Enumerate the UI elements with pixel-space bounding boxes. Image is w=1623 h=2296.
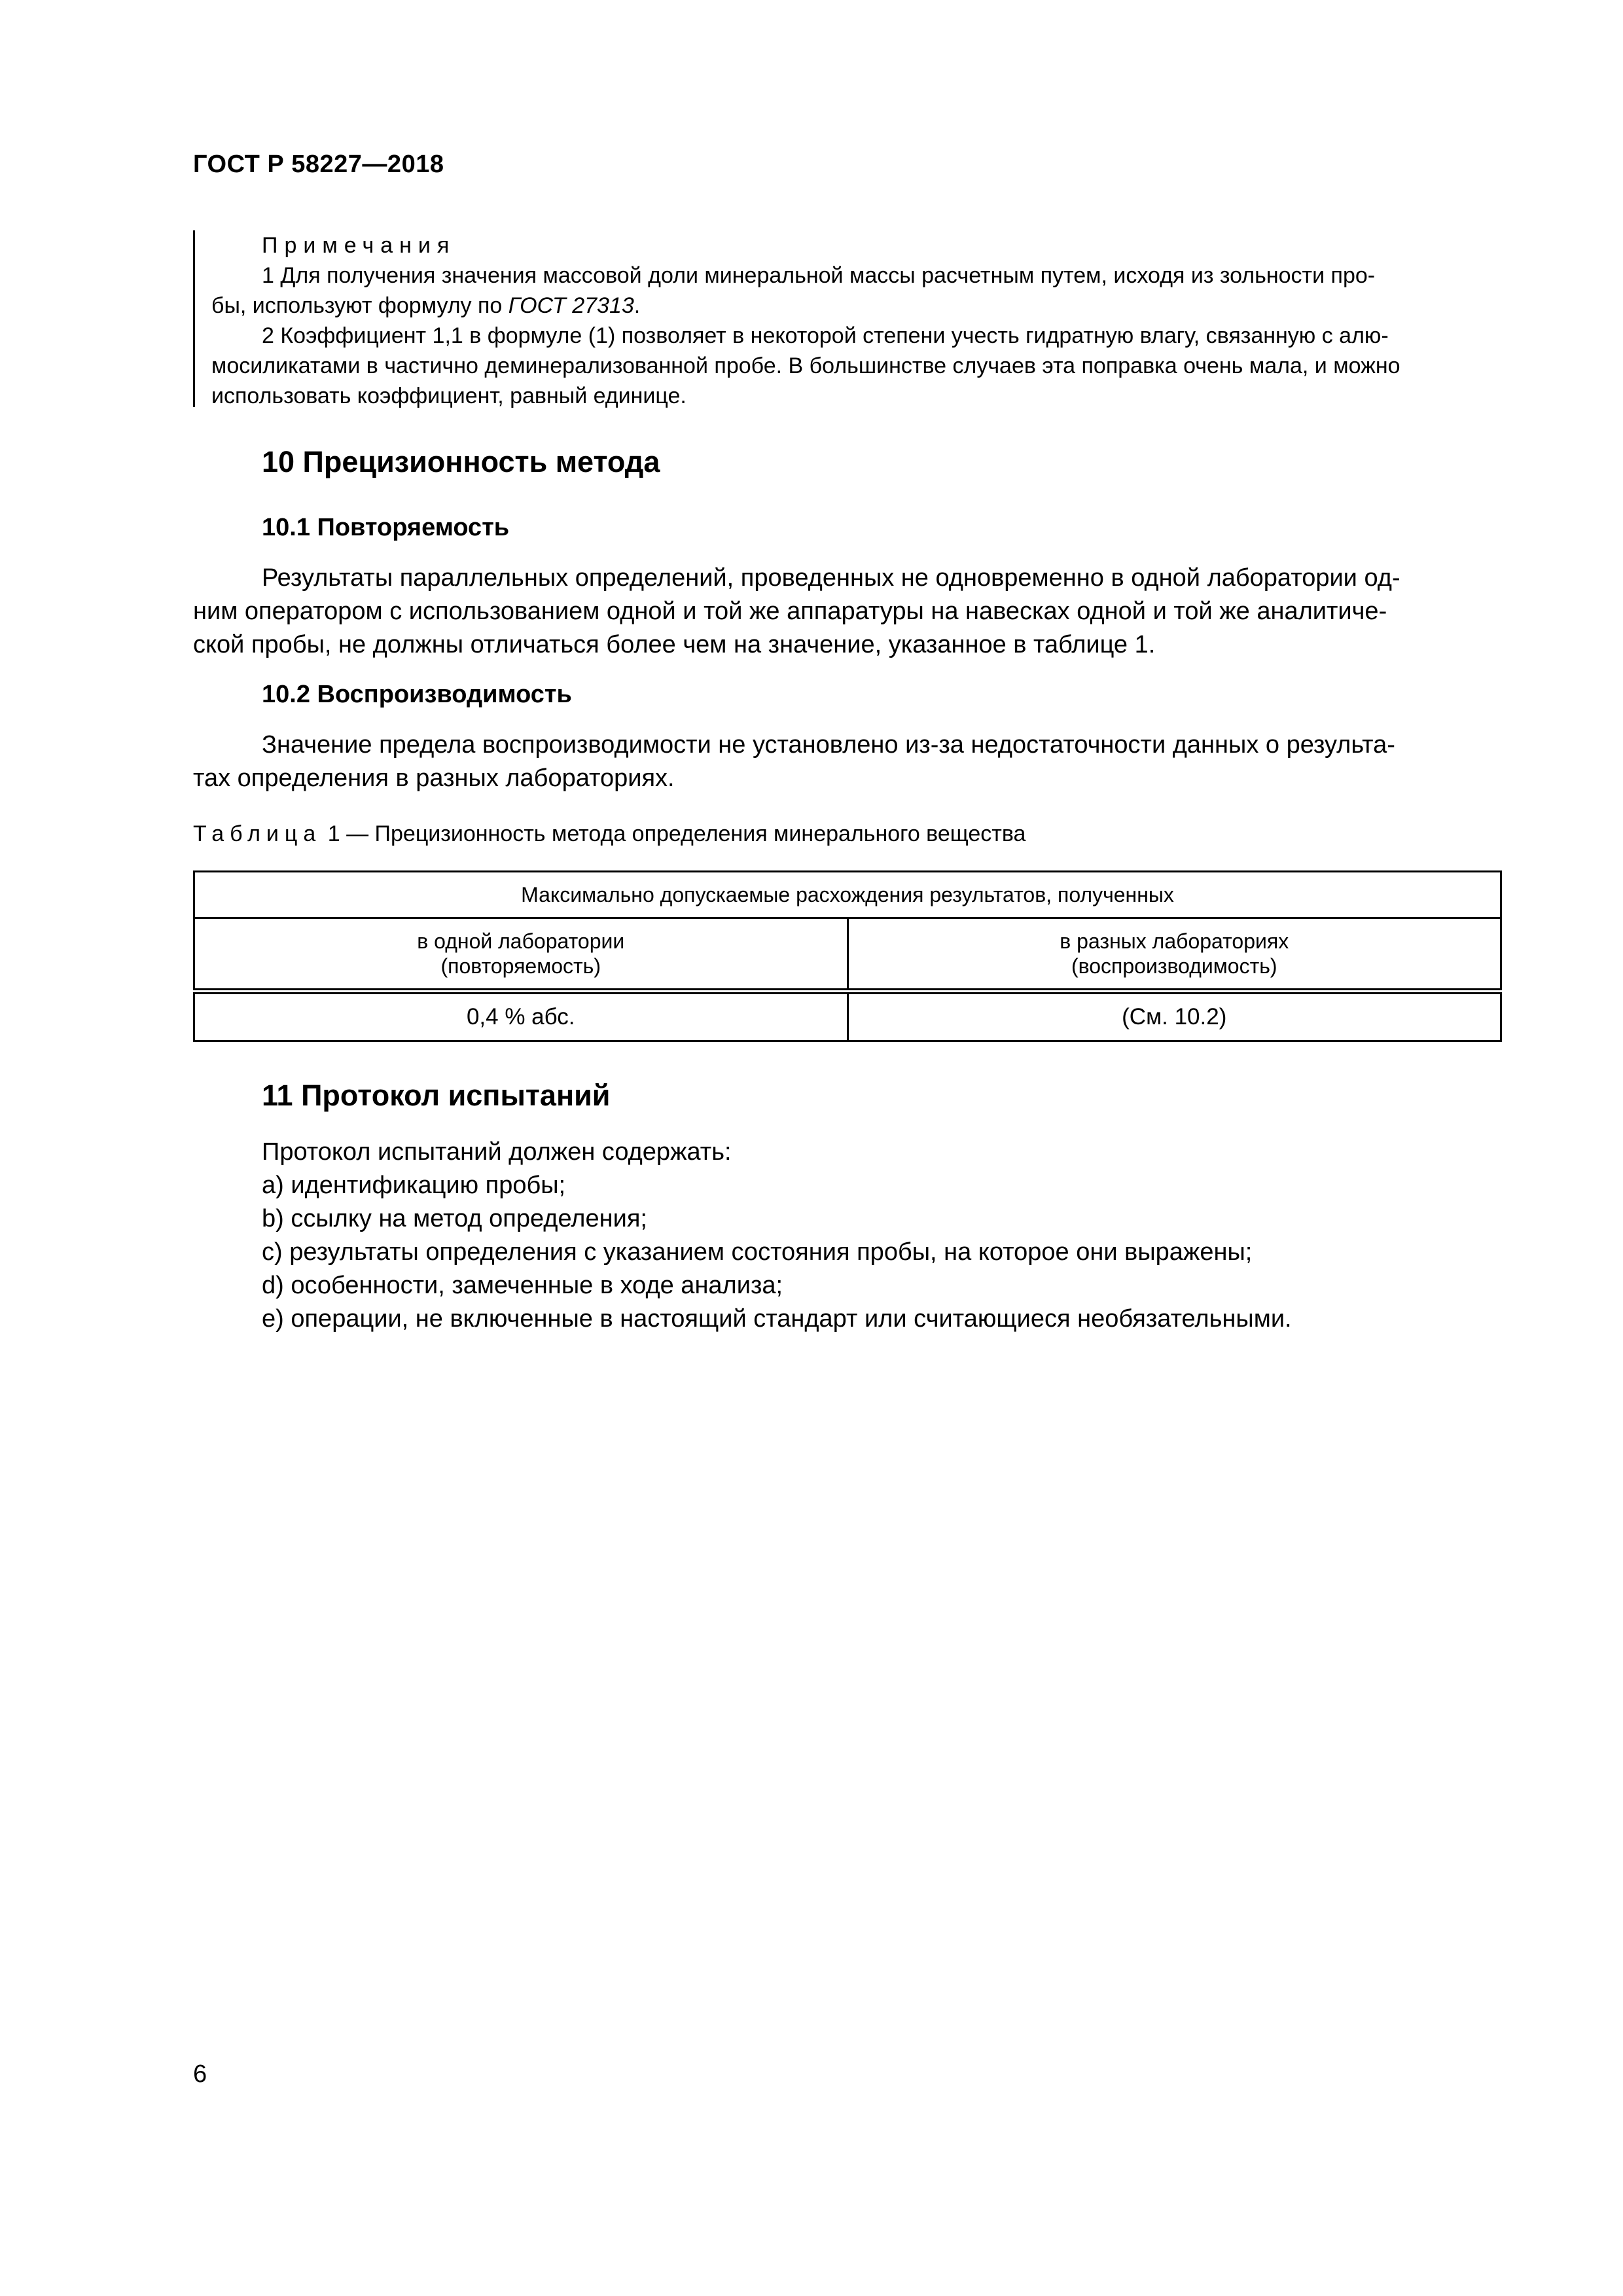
col1-line2: (повторяемость) [440, 954, 601, 978]
table-caption-text: 1 — Прецизионность метода определения минерального вещества [321, 821, 1026, 846]
section-10-2-heading: 10.2 Воспроизводимость [262, 681, 572, 708]
table-header-col1 [194, 918, 848, 992]
list-item: d) особенности, замеченные в ходе анализа; [262, 1272, 783, 1299]
col1-line1: в одной лаборатории [417, 929, 625, 953]
section-10-heading: 10 Прецизионность метода [262, 445, 660, 478]
paragraph-line: тах определения в разных лабораториях. [193, 764, 675, 792]
list-intro: Протокол испытаний должен содержать: [262, 1138, 732, 1166]
list-item: с) результаты определения с указанием состояния пробы, на которое они выражены; [262, 1238, 1253, 1266]
section-10-1-paragraph [193, 562, 1502, 662]
col2-line1: в разных лабораториях [1060, 929, 1289, 953]
list-item: е) операции, не включенные в настоящий стандарт или считающиеся необязательными. [262, 1305, 1292, 1333]
page-number: 6 [193, 2060, 207, 2088]
table-header-col2 [847, 918, 1501, 992]
notes-title: Примечания [262, 233, 456, 258]
paragraph-line: Значение предела воспроизводимости не установлено из-за недостаточности данных о результа- [262, 731, 1395, 759]
table-cell-reproducibility: (См. 10.2) [847, 992, 1501, 1041]
paragraph-line: ним оператором с использованием одной и той же аппаратуры на навесках одной и той же аналитиче- [193, 598, 1387, 625]
note-2-line-3: использовать коэффициент, равный единице. [211, 384, 687, 408]
section-10-2-paragraph [193, 728, 1502, 795]
note-1-line-1: 1 Для получения значения массовой доли минеральной массы расчетным путем, исходя из зольности про- [262, 263, 1376, 288]
list-item: b) ссылку на метод определения; [262, 1205, 647, 1232]
table-caption-label: Таблица [193, 821, 322, 846]
list-item: а) идентификацию пробы; [262, 1172, 566, 1199]
paragraph-line: Результаты параллельных определений, проведенных не одновременно в одной лаборатории од- [262, 564, 1400, 592]
notes-block [193, 230, 1504, 407]
table-caption [193, 821, 1026, 847]
table-header-top: Максимально допускаемые расхождения результатов, полученных [194, 872, 1501, 918]
note-2-line-2: мосиликатами в частично деминерализованной пробе. В большинстве случаев эта поправка очень мала, и можно [211, 353, 1400, 378]
note-1-line-2 [211, 291, 1504, 321]
protocol-list [262, 1136, 1292, 1336]
section-11-heading: 11 Протокол испытаний [262, 1079, 611, 1112]
section-10-1-heading: 10.1 Повторяемость [262, 514, 510, 541]
col2-line2: (воспроизводимость) [1071, 954, 1277, 978]
document-header: ГОСТ Р 58227—2018 [193, 151, 444, 178]
table-cell-repeatability: 0,4 % абс. [194, 992, 848, 1041]
note-1-end: . [633, 293, 641, 318]
paragraph-line: ской пробы, не должны отличаться более чем на значение, указанное в таблице 1. [193, 631, 1156, 658]
precision-table [193, 870, 1502, 1042]
note-1-text: бы, используют формулу по [211, 293, 508, 318]
note-2-line-1: 2 Коэффициент 1,1 в формуле (1) позволяет в некоторой степени учесть гидратную влагу, связанную с алю- [262, 323, 1389, 348]
gost-reference: ГОСТ 27313 [508, 293, 634, 318]
